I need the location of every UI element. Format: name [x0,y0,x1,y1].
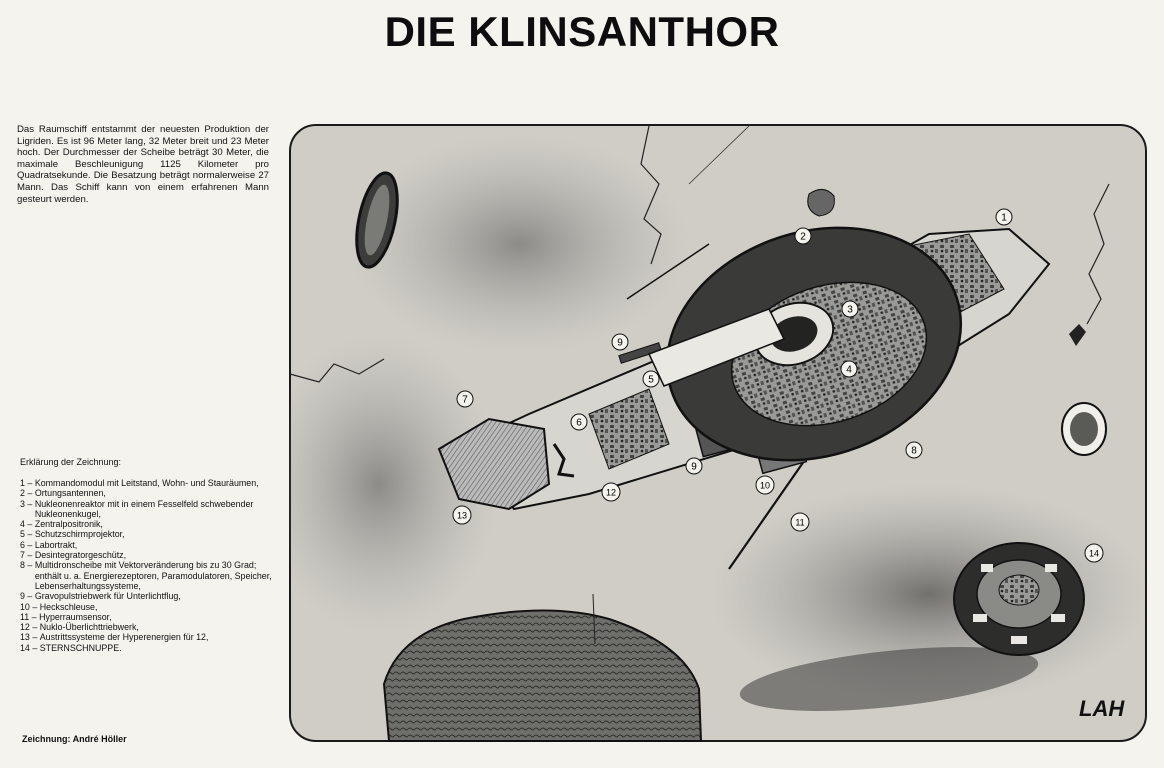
svg-text:6: 6 [576,417,582,429]
legend-item-text: Kommandomodul mit Leitstand, Wohn- und Stauräumen, [34,478,259,488]
callout-marker [612,334,628,350]
legend-item [20,519,272,529]
svg-text:5: 5 [648,374,654,386]
svg-text:1: 1 [1001,212,1007,224]
illustration-credit: Zeichnung: André Höller [22,734,127,744]
legend-item-number: 3 – [20,498,35,509]
legend-item [20,602,272,612]
legend-item [20,632,272,642]
callout-marker [791,513,809,531]
svg-text:13: 13 [456,510,468,521]
legend-item [20,643,272,653]
legend-item-text: Schutzschirmprojektor, [34,529,125,540]
legend-item [20,478,272,488]
callout-marker [686,458,702,474]
legend-item-text: Austrittssysteme der Hyperenergien für 12, [39,632,209,643]
legend-item-text: Nukleonenreaktor mit in einem Fesselfeld schwebender Nukleonenkugel, [34,498,254,519]
legend-item [20,591,272,601]
small-portal-core [1070,412,1098,446]
legend-item-number: 8 – [20,560,35,571]
callout-marker [602,483,620,501]
legend-item-text: Nuklo-Überlichttriebwerk, [39,622,139,633]
page-title: DIE KLINSANTHOR [384,8,780,55]
sternschnuppe-window [1011,636,1027,644]
sternschnuppe-core [999,575,1039,605]
legend-item-text: Hyperraumsensor, [39,611,112,622]
callout-marker [841,361,857,377]
legend-item-number: 6 – [20,539,35,550]
legend-item-number: 13 – [20,632,40,643]
sternschnuppe-window [981,564,993,572]
legend-item-number: 12 – [20,622,40,633]
legend-item-number: 14 – [20,642,40,653]
legend-item-text: Ortungsantennen, [34,488,106,499]
legend-item-text: Gravopulstriebwerk für Unterlichtflug, [34,591,181,602]
svg-text:4: 4 [846,364,852,376]
legend-item-number: 9 – [20,591,35,602]
svg-text:2: 2 [800,231,806,243]
legend-item [20,550,272,560]
legend-list [20,478,272,653]
svg-text:14: 14 [1088,548,1100,559]
legend-item-number: 7 – [20,550,35,561]
svg-text:8: 8 [911,445,917,457]
svg-text:10: 10 [759,480,771,491]
svg-text:7: 7 [462,394,468,406]
callout-marker [906,442,922,458]
intro-paragraph: Das Raumschiff entstammt der neuesten Produktion der Ligriden. Es ist 96 Meter lang, 32 Meter breit und 23 Meter hoch. Der Durchmesser der Scheibe beträgt 30 Meter, die maximale Beschleunigung 1125 Kilometer pro Quadratsekunde. Die Besatzung beträgt normalerweise 27 Mann. Das Schiff kann von einem erfahrenen Mann gesteurt werden. [17,124,269,205]
legend-item [20,612,272,622]
svg-text:11: 11 [795,517,805,528]
legend-item [20,529,272,539]
callout-marker [643,371,659,387]
callout-marker [453,506,471,524]
space-debris [808,189,835,216]
spaceship-illustration [289,124,1147,742]
callout-marker [457,391,473,407]
callout-marker [756,476,774,494]
legend-item-text: Heckschleuse, [39,601,98,612]
legend-item-number: 1 – [20,478,35,488]
legend-item-text: Labortrakt, [34,539,78,550]
legend-item-text: STERNSCHNUPPE. [39,642,122,653]
callout-marker [795,228,811,244]
callout-marker [996,209,1012,225]
legend-item-number: 2 – [20,488,35,499]
legend-item [20,488,272,498]
legend-item-number: 5 – [20,529,35,540]
svg-text:12: 12 [605,487,617,498]
legend-item [20,540,272,550]
callout-marker [842,301,858,317]
nebula-cloud [349,134,689,354]
legend-item [20,560,272,591]
legend-item-number: 11 – [20,611,40,622]
callout-marker [571,414,587,430]
callout-marker [1085,544,1103,562]
sternschnuppe-window [973,614,987,622]
illustration-canvas [289,124,1147,742]
svg-text:9: 9 [691,461,697,473]
legend-item-number: 10 – [20,601,40,612]
sternschnuppe-ship [954,543,1084,655]
legend-item-text: Desintegratorgeschütz, [34,550,127,561]
legend-item-number: 4 – [20,519,35,530]
legend-item [20,622,272,632]
sternschnuppe-window [1051,614,1065,622]
legend-item-text: Zentralpositronik, [34,519,103,530]
svg-text:9: 9 [617,337,623,349]
legend-item [20,499,272,520]
legend-item-text: Multidronscheibe mit Vektorveränderung bis zu 30 Grad; enthält u. a. Energierezeptoren, Paramodulatoren, Speicher, Lebenserhaltungssysteme, [34,560,272,591]
sternschnuppe-window [1045,564,1057,572]
legend-heading: Erklärung der Zeichnung: [20,457,122,467]
svg-text:3: 3 [847,304,853,316]
artist-signature: LAH [1079,696,1125,721]
